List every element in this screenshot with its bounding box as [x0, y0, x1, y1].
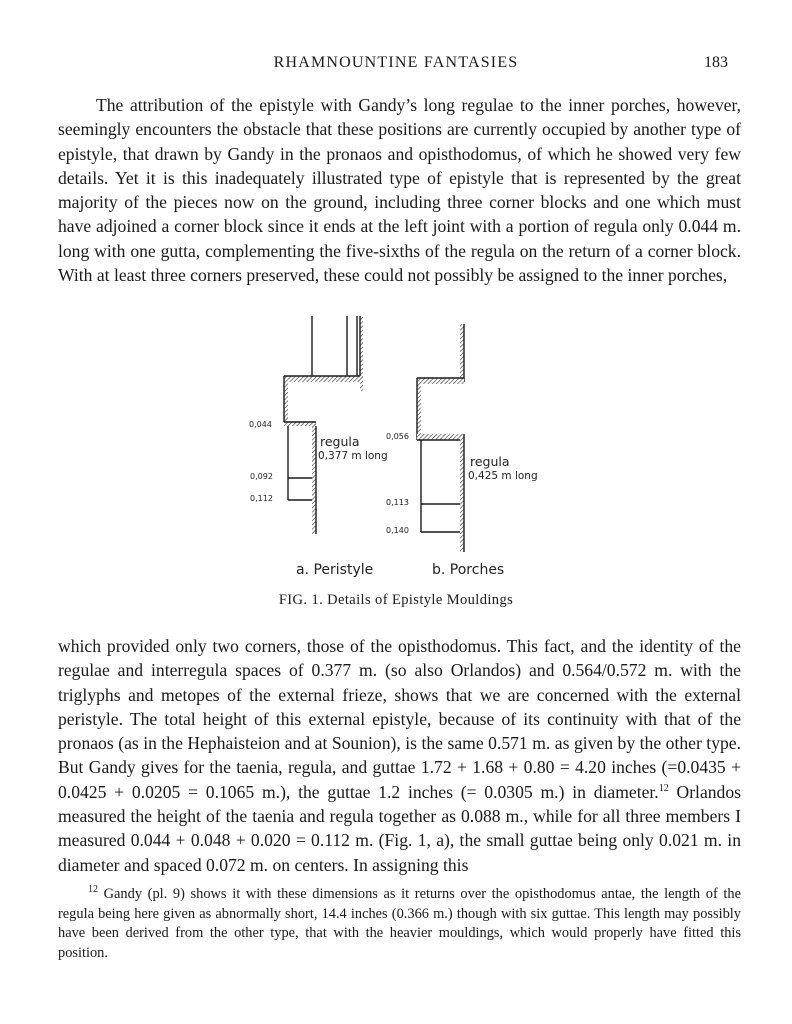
peristyle-regula-length: 0,377 m long: [318, 450, 388, 462]
porches-dim-regula: 0,113: [386, 498, 409, 507]
footnote-text: Gandy (pl. 9) shows it with these dimensions as it returns over the opisthodomus antae, the length of the regula being here given as abnormally short, 14.4 inches (0.366 m.) though with six guttae. This length may possibly have been derived from the other type, that with the heavier mouldings, which would properly have fitted this position.: [58, 886, 741, 961]
peristyle-dim-taenia: 0,044: [249, 420, 272, 429]
page-header: [0, 54, 792, 78]
figure-1: [232, 312, 562, 590]
running-title: RHAMNOUNTINE FANTASIES: [273, 54, 519, 71]
paragraph-2-text-a: which provided only two corners, those of the opisthodomus. This fact, and the identity of the regulae and interregula spaces of 0.377 m. (so also Orlandos) and 0.564/0.572 m. with the triglyphs and metopes of the external frieze, shows that we are concerned with the external peristyle. The total height of this external epistyle, because of its continuity with that of the pronaos (as in the Hephaisteion and at Sounion), is the same 0.571 m. as given by the other type. But Gandy gives for the taenia, regula, and guttae 1.72 + 1.68 + 0.80 = 4.20 inches (=0.0435 + 0.0425 + 0.0205 = 0.1065 m.), the guttae 1.2 inches (= 0.0305 m.) in diameter.: [58, 636, 741, 802]
porches-regula-label: regula: [470, 454, 510, 469]
peristyle-dim-regula: 0,092: [250, 472, 273, 481]
epistyle-moulding-drawings: [232, 312, 562, 590]
porches-dim-guttae: 0,140: [386, 526, 409, 535]
paragraph-1: The attribution of the epistyle with Gandy’s long regulae to the inner porches, however, seemingly encounters the obstacle that these positions are currently occupied by another type of epistyle, that drawn by Gandy in the pronaos and opisthodomus, of which he showed very few details. Yet it is this inadequately illustrated type of epistyle that is represented by the great majority of the pieces now on the ground, including three corner blocks and one which must have adjoined a corner block since it ends at the left joint with a portion of regula only 0.044 m. long with one gutta, complementing the five-sixths of the regula on the return of a corner block. With at least three corners preserved, these could not possibly be assigned to the inner porches,: [58, 95, 741, 286]
peristyle-sublabel: a. Peristyle: [296, 562, 374, 578]
footnote-marker: 12: [88, 884, 98, 896]
peristyle-dim-guttae: 0,112: [250, 494, 273, 503]
porches-profile: [417, 324, 464, 552]
footnote-12: [58, 885, 741, 963]
paragraph-2: [58, 634, 741, 877]
peristyle-regula-label: regula: [320, 434, 360, 449]
peristyle-profile: [284, 316, 363, 534]
porches-sublabel: b. Porches: [432, 562, 505, 578]
paragraph-2-text-b: Orlandos measured the height of the taenia and regula together as 0.088 m., while for all three members I measured 0.044 + 0.048 + 0.020 = 0.112 m. (Fig. 1, a), the small guttae being only 0.021 m. in diameter and spaced 0.072 m. on centers. In assigning this: [58, 781, 741, 875]
porches-dim-taenia: 0,056: [386, 432, 409, 441]
figure-caption: FIG. 1. Details of Epistyle Mouldings: [278, 592, 514, 608]
porches-regula-length: 0,425 m long: [468, 470, 538, 482]
footnote-ref-12[interactable]: 12: [658, 782, 669, 794]
page-number: 183: [704, 54, 728, 71]
